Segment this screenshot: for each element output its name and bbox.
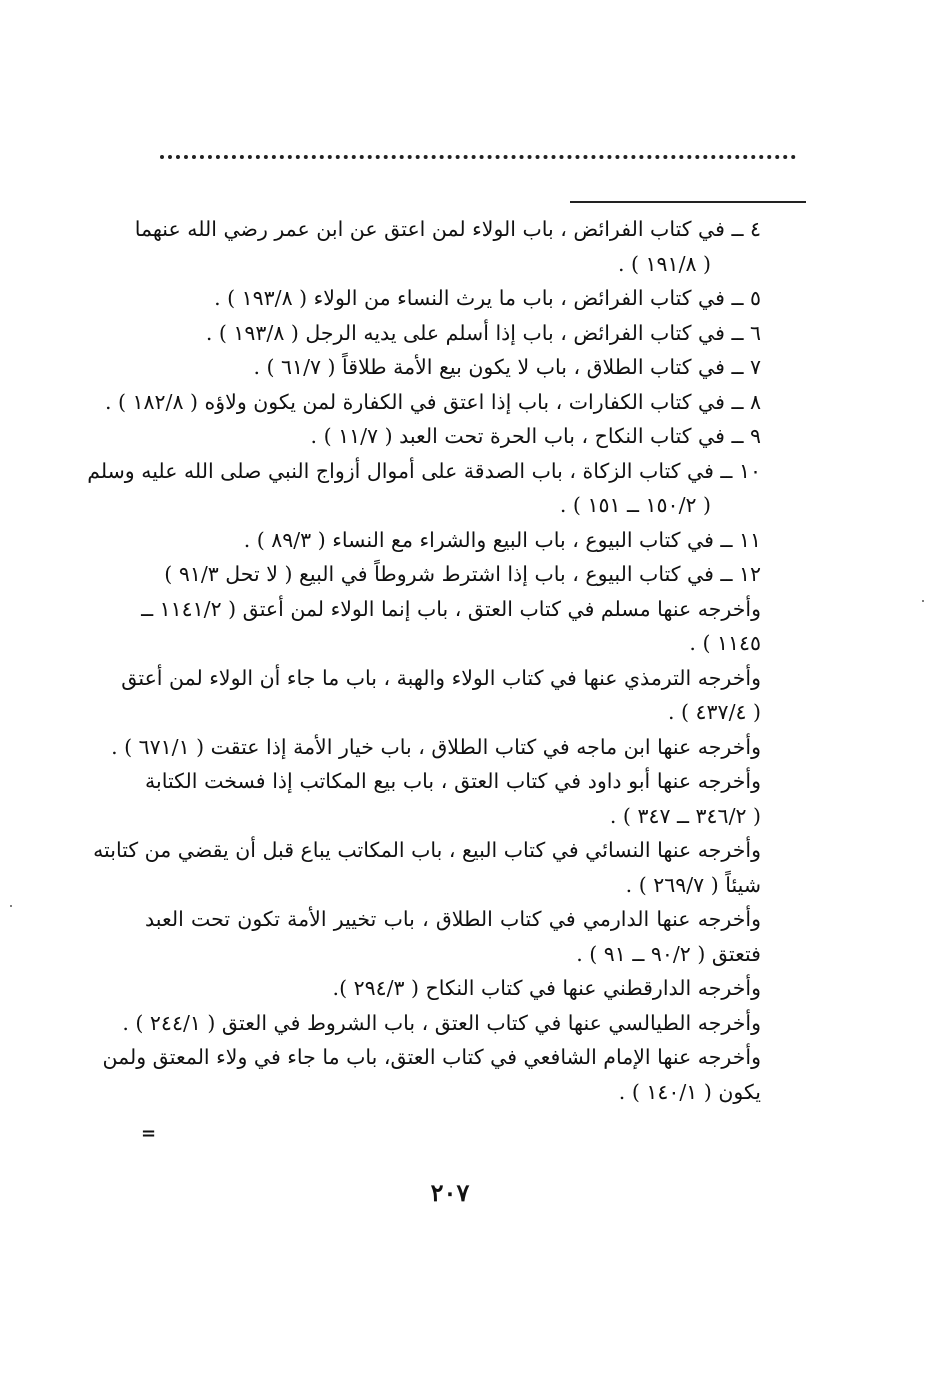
source-muslim-line-1: وأخرجه عنها مسلم في كتاب العتق ، باب إنما الولاء لمن أعتق ( ١١٤١/٢ ــ (141, 596, 761, 621)
scan-speck (10, 905, 12, 907)
footnote-6: ٦ ــ في كتاب الفرائض ، باب إذا أسلم على يديه الرجل ( ١٩٣/٨ ) . (205, 320, 761, 345)
footnote-11: ١١ ــ في كتاب البيوع ، باب البيع والشراء مع النساء ( ٨٩/٣ ) . (243, 527, 761, 552)
source-darimi-line-2: فتعتق ( ٩٠/٢ ــ ٩١ ) . (576, 941, 761, 966)
dotted-separator (160, 155, 796, 159)
source-abu-dawud-line-1: وأخرجه عنها أبو داود في كتاب العتق ، باب بيع المكاتب إذا فسخت الكتابة (145, 769, 761, 793)
footnote-4-line-1: ٤ ــ في كتاب الفرائض ، باب الولاء لمن اعتق عن ابن عمر رضي الله عنهما (134, 217, 761, 241)
source-darimi-line-1: وأخرجه عنها الدارمي في كتاب الطلاق ، باب تخيير الأمة تكون تحت العبد (145, 907, 761, 931)
source-nasai-line-1: وأخرجه عنها النسائي في كتاب البيع ، باب المكاتب يباع قبل أن يقضي من كتابته (93, 838, 761, 862)
footnotes-block (87, 212, 761, 1109)
footnote-4-line-2: ( ١٩١/٨ ) . (617, 251, 711, 276)
footnote-10-line-1: ١٠ ــ في كتاب الزكاة ، باب الصدقة على أموال أزواج النبي صلى الله عليه وسلم (87, 458, 761, 483)
source-tirmidhi-line-1: وأخرجه الترمذي عنها في كتاب الولاء والهبة ، باب ما جاء أن الولاء لمن أعتق (121, 665, 761, 690)
source-ibn-majah: وأخرجه عنها ابن ماجه في كتاب الطلاق ، باب خيار الأمة إذا عتقت ( ٦٧١/١ ) . (111, 734, 761, 759)
footnote-5: ٥ ــ في كتاب الفرائض ، باب ما يرث النساء من الولاء ( ١٩٣/٨ ) . (214, 286, 761, 310)
source-tayalisi: وأخرجه الطيالسي عنها في كتاب العتق ، باب الشروط في العتق ( ٢٤٤/١ ) . (122, 1010, 761, 1035)
source-nasai-line-2: شيئاً ( ٢٦٩/٧ ) . (625, 872, 761, 897)
footnote-9: ٩ ــ في كتاب النكاح ، باب الحرة تحت العبد ( ١١/٧ ) . (310, 424, 761, 448)
scan-speck (922, 600, 924, 602)
footnote-12: ١٢ ــ في كتاب البيوع ، باب إذا اشترط شروطاً في البيع ( لا تحل ٩١/٣ ) (164, 562, 761, 586)
continuation-mark: = (141, 1123, 157, 1144)
footnote-7: ٧ ــ في كتاب الطلاق ، باب لا يكون بيع الأمة طلاقاً ( ٦١/٧ ) . (253, 355, 761, 379)
source-abu-dawud-line-2: ( ٣٤٦/٢ ــ ٣٤٧ ) . (609, 803, 761, 828)
footnote-separator (570, 201, 806, 203)
source-shafii-line-1: وأخرجه عنها الإمام الشافعي في كتاب العتق، باب ما جاء في ولاء المعتق ولمن (102, 1045, 761, 1069)
footnote-10-line-2: ( ١٥٠/٢ ــ ١٥١ ) . (559, 493, 711, 517)
page-number: ٢٠٧ (430, 1178, 470, 1207)
source-shafii-line-2: يكون ( ١٤٠/١ ) . (618, 1079, 761, 1104)
footnote-8: ٨ ــ في كتاب الكفارات ، باب إذا اعتق في الكفارة لمن يكون ولاؤه ( ١٨٢/٨ ) . (104, 389, 761, 414)
source-daraqutni: وأخرجه الدارقطني عنها في كتاب النكاح ( ٢٩٤/٣ ). (332, 976, 761, 1000)
source-muslim-line-2: ١١٤٥ ) . (689, 631, 761, 655)
source-tirmidhi-line-2: ( ٤٣٧/٤ ) . (667, 700, 761, 724)
